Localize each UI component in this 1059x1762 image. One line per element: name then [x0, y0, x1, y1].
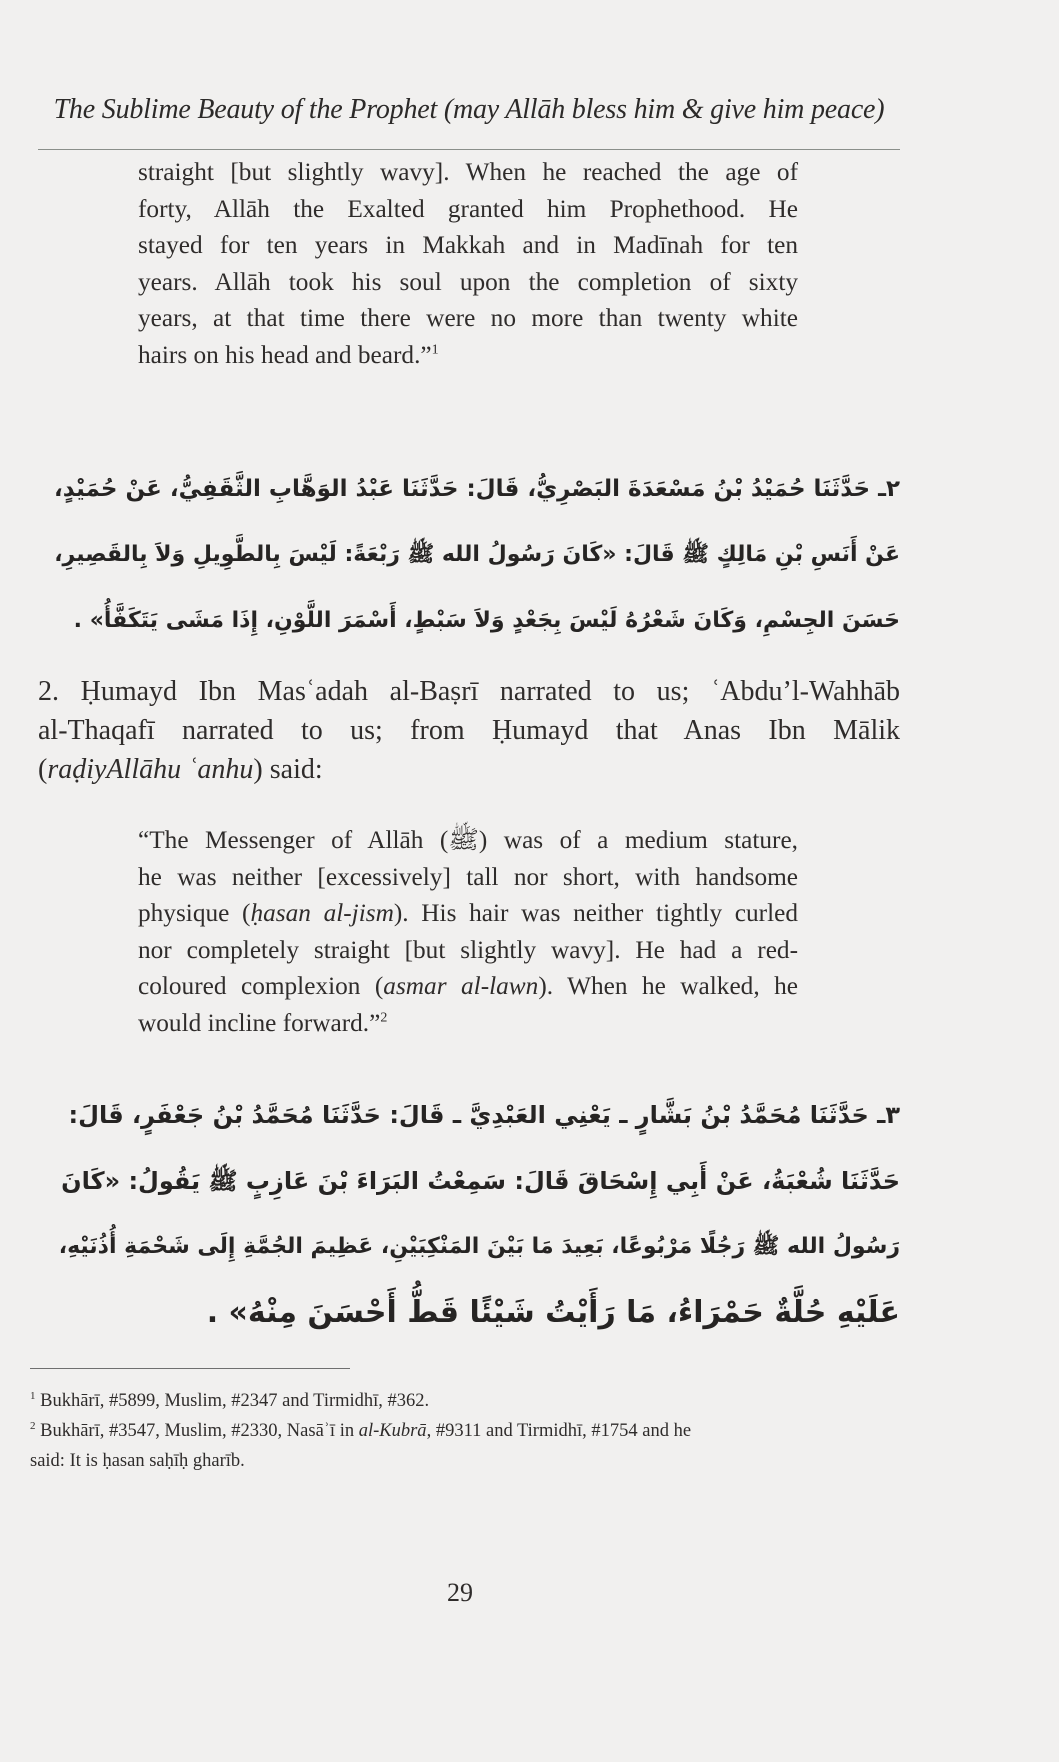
arabic-line: ٢ـ حَدَّثَنَا حُمَيْدُ بْنُ مَسْعَدَةَ البَصْرِيُّ، قَالَ: حَدَّثَنَا عَبْدُ الوَهَّابِ الثَّقَفِيُّ، عَنْ حُمَيْدٍ،: [54, 476, 900, 502]
arabic-line: ٣ـ حَدَّثَنَا مُحَمَّدُ بْنُ بَشَّارٍ ـ يَعْنِي العَبْدِيَّ ـ قَالَ: حَدَّثَنَا مُحَمَّدُ بْنُ جَعْفَرٍ، قَالَ:: [68, 1101, 900, 1129]
arabic-line: رَسُولُ الله ﷺ رَجُلًا مَرْبُوعًا، بَعِيدَ مَا بَيْنَ المَنْكِبَيْنِ، عَظِيمَ الجُمَّةِ إِلَى شَحْمَةِ أُذُنَيْهِ،: [58, 1234, 900, 1259]
text-line: stayed for ten years in Makkah and in Madīnah for ten: [138, 231, 798, 260]
hadith-3-arabic: [38, 1082, 900, 1346]
text-line: (raḍiyAllāhu ʿanhu) said:: [38, 754, 323, 785]
text-line: “The Messenger of Allāh (ﷺ) was of a medium stature,: [138, 826, 798, 854]
footnote-continuation: said: It is ḥasan saḥīḥ gharīb.: [30, 1451, 245, 1471]
hadith-1-translation-end: [138, 154, 798, 374]
text-line: years, at that time there were no more than twenty white: [138, 304, 798, 333]
text-line: al-Thaqafī narrated to us; from Ḥumayd that Anas Ibn Mālik: [38, 715, 900, 746]
footnote-ref[interactable]: 2: [380, 1010, 388, 1026]
footnote: $^1$ Bukhārī, #5899, Muslim, #2347 and Tirmidhī, #362.: [30, 1389, 430, 1411]
footnote-ref[interactable]: 1: [431, 342, 439, 358]
header-rule: [38, 149, 900, 150]
arabic-line: حَدَّثَنَا شُعْبَةُ، عَنْ أَبِي إِسْحَاقَ قَالَ: سَمِعْتُ البَرَاءَ بْنَ عَازِبٍ ﷺ يَقُولُ: «كَانَ: [61, 1167, 900, 1195]
arabic-line: عَنْ أَنَسِ بْنِ مَالِكٍ ﷺ قَالَ: «كَانَ رَسُولُ الله ﷺ رَبْعَةً: لَيْسَ بِالطَّوِيلِ وَلاَ بِالقَصِيرِ،: [54, 542, 900, 567]
text-line: coloured complexion (asmar al-lawn). When he walked, he: [138, 972, 798, 1001]
page-number: 29: [447, 1578, 473, 1607]
hadith-2-arabic: [38, 456, 900, 654]
text-line: hairs on his head and beard.”: [138, 340, 432, 369]
text-line: would incline forward.”: [138, 1008, 381, 1037]
footnote-divider: [30, 1368, 350, 1369]
text-line: physique (ḥasan al-jism). His hair was neither tightly curled: [138, 899, 798, 928]
running-head: The Sublime Beauty of the Prophet (may Allāh bless him & give him peace): [53, 94, 885, 125]
text-line: years. Allāh took his soul upon the completion of sixty: [138, 267, 798, 296]
footnotes: [30, 1386, 900, 1476]
text-line: he was neither [excessively] tall nor short, with handsome: [138, 862, 798, 891]
text-line: nor completely straight [but slightly wavy]. He had a red-: [138, 935, 798, 964]
text-line: forty, Allāh the Exalted granted him Prophethood. He: [138, 194, 798, 223]
hadith-2-isnad: [38, 672, 900, 789]
text-line: 2. Ḥumayd Ibn Masʿadah al-Baṣrī narrated to us; ʿAbdu’l-Wahhāb: [38, 676, 900, 707]
footnote: $^2$ Bukhārī, #3547, Muslim, #2330, Nasāʾī in al-Kubrā, #9311 and Tirmidhī, #1754 and he: [30, 1419, 692, 1441]
arabic-line: عَلَيْهِ حُلَّةٌ حَمْرَاءُ، مَا رَأَيْتُ شَيْئًا قَطُّ أَحْسَنَ مِنْهُ» .: [206, 1295, 900, 1330]
hadith-2-translation: [138, 822, 798, 1042]
text-line: straight [but slightly wavy]. When he reached the age of: [138, 158, 798, 186]
arabic-line: حَسَنَ الجِسْمِ، وَكَانَ شَعْرُهُ لَيْسَ بِجَعْدٍ وَلاَ سَبْطٍ، أَسْمَرَ اللَّوْنِ، إِذَا مَشَى يَتَكَفَّأُ» .: [73, 608, 900, 633]
